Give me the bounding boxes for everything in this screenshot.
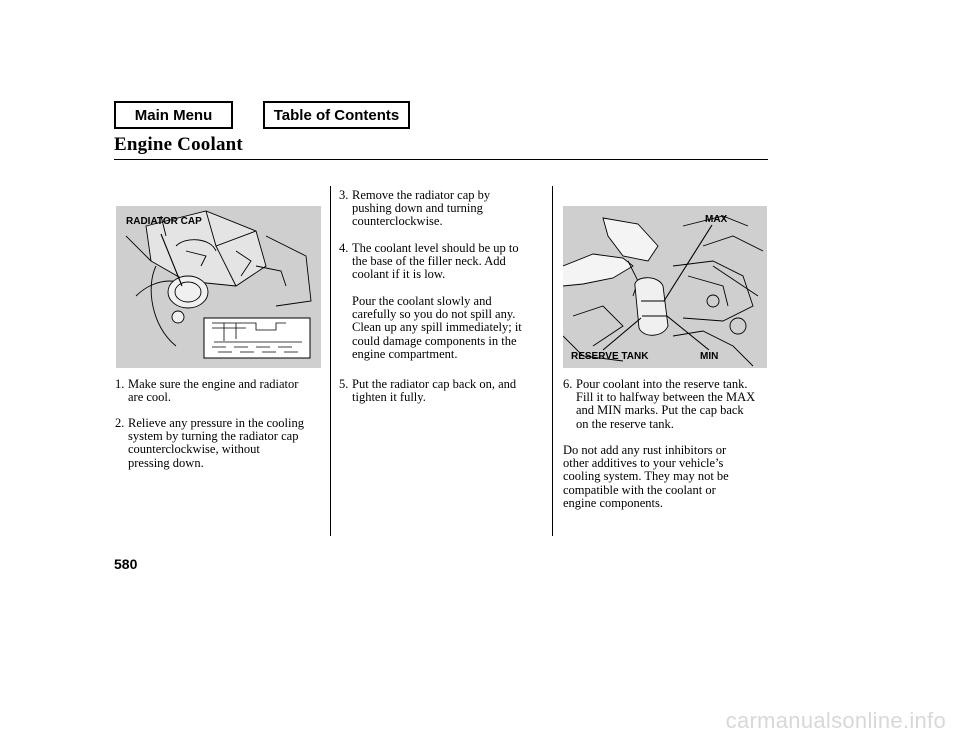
watermark: carmanualsonline.info [725,708,946,733]
step-text: Relieve any pressure in the cooling system by turning the radiator cap counterclockwise, without pressing down. [128,416,304,470]
step-text: Remove the radiator cap by pushing down and turning counterclockwise. [352,188,491,229]
pour-slowly-note: Pour the coolant slowly and carefully so you do not spill any. Clean up any spill immediately; it could damage components in the engine compartment. [352,294,522,361]
step-text: Put the radiator cap back on, and tighten it fully. [352,377,517,405]
step-text: Make sure the engine and radiator are cool. [128,377,299,405]
page-number: 580 [114,556,138,572]
main-menu-button[interactable]: Main Menu [114,101,233,129]
column-divider-2 [552,186,553,536]
step-number: 5. [339,377,349,391]
radiator-cap-figure [116,206,321,368]
step-number: 4. [339,241,349,255]
additives-warning: Do not add any rust inhibitors or other additives to your vehicle’s cooling system. They may not be compatible with the coolant or engine components. [563,443,729,510]
reserve-tank-figure [563,206,767,368]
radiator-cap-illustration [116,206,321,368]
step-number: 6. [563,377,573,391]
radiator-cap-label: RADIATOR CAP [126,216,202,227]
table-of-contents-button[interactable]: Table of Contents [263,101,410,129]
max-label: MAX [705,214,728,225]
column-divider-1 [330,186,331,536]
page-title: Engine Coolant [114,134,243,155]
reserve-tank-illustration [563,206,767,368]
min-label: MIN [700,351,719,362]
title-divider [114,159,768,160]
reserve-tank-label: RESERVE TANK [571,351,649,362]
step-text: Pour coolant into the reserve tank. Fill it to halfway between the MAX and MIN marks. Put the cap back on the reserve tank. [576,377,756,431]
step-text: The coolant level should be up to the base of the filler neck. Add coolant if it is low. [352,241,519,282]
step-number: 2. [115,416,125,430]
step-number: 1. [115,377,125,391]
step-number: 3. [339,188,349,202]
